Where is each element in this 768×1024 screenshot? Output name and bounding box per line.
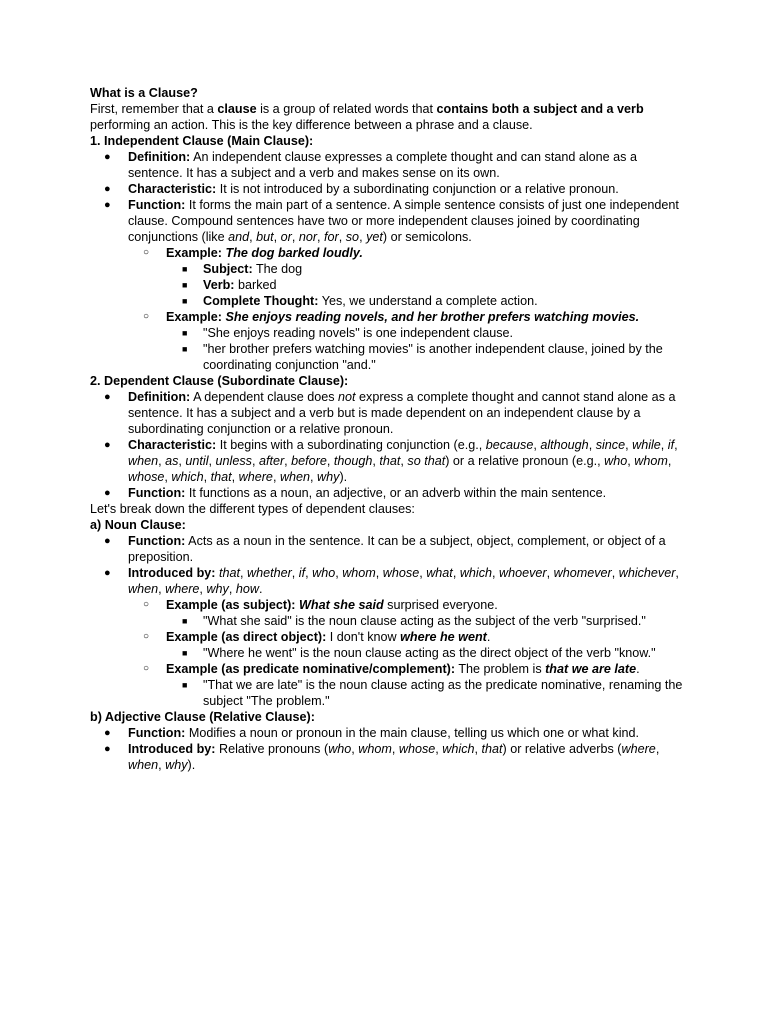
sub-item bbox=[90, 341, 690, 373]
example-item bbox=[90, 597, 690, 613]
text-run: is a group of related words that bbox=[256, 102, 437, 116]
text-run: , bbox=[164, 470, 172, 484]
text-run: It is not introduced by a subordinating conjunction or a relative pronoun. bbox=[216, 182, 619, 196]
text-run: when bbox=[128, 454, 159, 468]
text-run: She enjoys reading novels, and her brother prefers watching movies. bbox=[225, 310, 640, 324]
text-run: because bbox=[485, 438, 534, 452]
text-run: , bbox=[419, 566, 427, 580]
text-run: what bbox=[426, 566, 453, 580]
example-item bbox=[90, 245, 690, 261]
text-run: , bbox=[208, 454, 216, 468]
text-run: , bbox=[400, 454, 408, 468]
noun-clause-heading: a) Noun Clause: bbox=[90, 518, 186, 532]
text-run: where bbox=[238, 470, 273, 484]
sub-item bbox=[90, 645, 690, 661]
text-run: contains both a subject and a verb bbox=[436, 102, 644, 116]
text-run: The dog bbox=[252, 262, 303, 276]
doc-title: What is a Clause? bbox=[90, 86, 198, 100]
text-run: , bbox=[251, 454, 259, 468]
text-run: , bbox=[326, 454, 334, 468]
text-run: until bbox=[185, 454, 209, 468]
text-run: where bbox=[621, 742, 656, 756]
text-run: Verb: bbox=[203, 278, 235, 292]
text-run: ) or a relative pronoun (e.g., bbox=[445, 454, 605, 468]
text-run: whomever bbox=[553, 566, 612, 580]
text-run: whoever bbox=[499, 566, 547, 580]
text-run: Function: bbox=[128, 534, 186, 548]
bullet-icon: ● bbox=[104, 487, 111, 499]
text-run: , bbox=[158, 758, 166, 772]
sub-item bbox=[90, 677, 690, 709]
text-run: Characteristic: bbox=[128, 182, 217, 196]
text-run: Introduced by: bbox=[128, 742, 216, 756]
text-run: , bbox=[667, 454, 672, 468]
example-item bbox=[90, 629, 690, 645]
text-run: Introduced by: bbox=[128, 566, 216, 580]
text-run: , bbox=[335, 566, 343, 580]
text-run: for bbox=[324, 230, 339, 244]
text-run: . bbox=[486, 630, 491, 644]
text-run: Definition: bbox=[128, 390, 191, 404]
bullet-icon: ● bbox=[104, 183, 111, 195]
list-item bbox=[90, 389, 690, 437]
square-bullet-icon: ■ bbox=[182, 616, 188, 626]
text-run: why bbox=[165, 758, 188, 772]
sub-item bbox=[90, 261, 690, 277]
circle-bullet-icon: ○ bbox=[143, 311, 150, 322]
text-run: , bbox=[199, 582, 207, 596]
text-run: whom bbox=[342, 566, 376, 580]
text-run: , bbox=[546, 566, 554, 580]
list-item bbox=[90, 725, 690, 741]
text-run: though bbox=[333, 454, 373, 468]
square-bullet-icon: ■ bbox=[182, 328, 188, 338]
text-run: , bbox=[588, 438, 596, 452]
text-run: , bbox=[317, 230, 325, 244]
text-run: whichever bbox=[618, 566, 676, 580]
text-run: It functions as a noun, an adjective, or an adverb within the main sentence. bbox=[185, 486, 607, 500]
independent-list bbox=[90, 149, 690, 373]
bullet-icon: ● bbox=[104, 727, 111, 739]
circle-bullet-icon: ○ bbox=[143, 631, 150, 642]
text-run: , bbox=[305, 566, 313, 580]
list-item bbox=[90, 437, 690, 485]
text-run: , bbox=[291, 566, 299, 580]
text-run: , bbox=[435, 742, 443, 756]
text-run: although bbox=[540, 438, 589, 452]
text-run: Example: bbox=[166, 310, 226, 324]
text-run: why bbox=[206, 582, 229, 596]
text-run: "That we are late" is the noun clause acting as the predicate nominative, renaming the subject "The problem." bbox=[203, 678, 683, 708]
text-run: It begins with a subordinating conjunction (e.g., bbox=[216, 438, 486, 452]
text-run: . bbox=[636, 662, 640, 676]
text-run: , bbox=[338, 230, 346, 244]
text-run: which bbox=[459, 566, 493, 580]
text-run: , bbox=[239, 566, 247, 580]
text-run: while bbox=[632, 438, 661, 452]
text-run: performing an action. This is the key difference between a phrase and a clause. bbox=[90, 118, 533, 132]
bullet-icon: ● bbox=[104, 743, 111, 755]
text-run: where bbox=[165, 582, 200, 596]
text-run: "Where he went" is the noun clause acting as the direct object of the verb "know." bbox=[203, 646, 656, 660]
text-run: Characteristic: bbox=[128, 438, 217, 452]
intro-paragraph bbox=[90, 101, 690, 133]
text-run: , bbox=[203, 470, 211, 484]
noun-clause-list bbox=[90, 533, 690, 709]
text-run: whom bbox=[358, 742, 392, 756]
bullet-icon: ● bbox=[104, 439, 111, 451]
adjective-clause-heading: b) Adjective Clause (Relative Clause): bbox=[90, 710, 315, 724]
text-run: "She enjoys reading novels" is one independent clause. bbox=[203, 326, 514, 340]
sub-item bbox=[90, 293, 690, 309]
text-run: clause bbox=[217, 102, 257, 116]
text-run: , bbox=[674, 438, 678, 452]
text-run: , bbox=[660, 438, 668, 452]
bullet-icon: ● bbox=[104, 567, 111, 579]
text-run: who bbox=[328, 742, 352, 756]
text-run: The dog barked loudly. bbox=[225, 246, 363, 260]
text-run: but bbox=[256, 230, 274, 244]
bullet-icon: ● bbox=[104, 535, 111, 547]
square-bullet-icon: ■ bbox=[182, 296, 188, 306]
text-run: , bbox=[351, 742, 359, 756]
list-item bbox=[90, 197, 690, 245]
square-bullet-icon: ■ bbox=[182, 280, 188, 290]
text-run: . bbox=[258, 582, 263, 596]
text-run: Function: bbox=[128, 486, 186, 500]
text-run: , bbox=[474, 742, 482, 756]
text-run: Function: bbox=[128, 726, 186, 740]
text-run: whether bbox=[246, 566, 292, 580]
text-run: , bbox=[492, 566, 500, 580]
text-run: Modifies a noun or pronoun in the main clause, telling us which one or what kind. bbox=[185, 726, 639, 740]
text-run: if bbox=[298, 566, 306, 580]
sub-item bbox=[90, 277, 690, 293]
text-run: as bbox=[165, 454, 179, 468]
text-run: I don't know bbox=[326, 630, 401, 644]
text-run: after bbox=[258, 454, 285, 468]
text-run: Yes, we understand a complete action. bbox=[318, 294, 538, 308]
text-run: , bbox=[675, 566, 679, 580]
text-run: Acts as a noun in the sentence. It can be a subject, object, complement, or object of a preposition. bbox=[128, 534, 666, 564]
text-run: First, remember that a bbox=[90, 102, 218, 116]
list-item bbox=[90, 565, 690, 597]
text-run: , bbox=[611, 566, 619, 580]
text-run: that we are late bbox=[545, 662, 637, 676]
text-run: since bbox=[595, 438, 626, 452]
text-run: how bbox=[235, 582, 259, 596]
text-run: , bbox=[158, 582, 166, 596]
square-bullet-icon: ■ bbox=[182, 264, 188, 274]
text-run: who bbox=[312, 566, 336, 580]
text-run: whose bbox=[382, 566, 420, 580]
text-run: when bbox=[279, 470, 311, 484]
text-run: , bbox=[178, 454, 186, 468]
square-bullet-icon: ■ bbox=[182, 648, 188, 658]
text-run: , bbox=[310, 470, 318, 484]
circle-bullet-icon: ○ bbox=[143, 247, 150, 258]
dependent-heading: 2. Dependent Clause (Subordinate Clause): bbox=[90, 374, 349, 388]
text-run: before bbox=[291, 454, 327, 468]
bullet-icon: ● bbox=[104, 151, 111, 163]
text-run: , bbox=[291, 230, 299, 244]
text-run: when bbox=[128, 758, 159, 772]
list-item bbox=[90, 485, 690, 501]
text-run: It forms the main part of a sentence. A simple sentence consists of just one independent clause. Compound sentences have two or more independent clauses joined by coordinating conjunctions (like bbox=[128, 198, 679, 244]
text-run: ) or semicolons. bbox=[382, 230, 472, 244]
text-run: whose bbox=[128, 470, 165, 484]
text-run: Definition: bbox=[128, 150, 191, 164]
circle-bullet-icon: ○ bbox=[143, 599, 150, 610]
text-run: so bbox=[345, 230, 360, 244]
text-run: and bbox=[228, 230, 250, 244]
square-bullet-icon: ■ bbox=[182, 344, 188, 354]
text-run: , bbox=[273, 230, 281, 244]
text-run: What she said bbox=[298, 598, 384, 612]
text-run: Example (as direct object): bbox=[166, 630, 327, 644]
text-run: An independent clause expresses a complete thought and can stand alone as a sentence. It has a subject and a verb and makes sense on its own. bbox=[128, 150, 637, 180]
text-run: , bbox=[249, 230, 257, 244]
text-run: so that bbox=[407, 454, 446, 468]
text-run: yet bbox=[366, 230, 383, 244]
text-run: if bbox=[667, 438, 675, 452]
text-run: "her brother prefers watching movies" is another independent clause, joined by the coordinating conjunction "and." bbox=[203, 342, 663, 372]
text-run: , bbox=[228, 582, 236, 596]
text-run: whom bbox=[634, 454, 668, 468]
list-item bbox=[90, 741, 690, 773]
text-run: Subject: bbox=[203, 262, 253, 276]
text-run: ) or relative adverbs ( bbox=[502, 742, 622, 756]
text-run: ). bbox=[187, 758, 196, 772]
text-run: , bbox=[391, 742, 399, 756]
document-page bbox=[90, 85, 690, 773]
text-run: The problem is bbox=[455, 662, 546, 676]
text-run: barked bbox=[234, 278, 277, 292]
text-run: surprised everyone. bbox=[383, 598, 498, 612]
list-item bbox=[90, 181, 690, 197]
text-run: nor bbox=[298, 230, 318, 244]
example-item bbox=[90, 661, 690, 677]
text-run: , bbox=[627, 454, 635, 468]
example-item bbox=[90, 309, 690, 325]
text-run: Function: bbox=[128, 198, 186, 212]
breakdown-text: Let's break down the different types of dependent clauses: bbox=[90, 502, 415, 516]
adjective-clause-list bbox=[90, 725, 690, 773]
text-run: Example (as subject): bbox=[166, 598, 299, 612]
text-run: that bbox=[379, 454, 401, 468]
text-run: , bbox=[625, 438, 633, 452]
text-run: which bbox=[442, 742, 475, 756]
text-run: not bbox=[338, 390, 356, 404]
circle-bullet-icon: ○ bbox=[143, 663, 150, 674]
text-run: , bbox=[655, 742, 660, 756]
text-run: that bbox=[481, 742, 503, 756]
text-run: that bbox=[210, 470, 232, 484]
text-run: whose bbox=[398, 742, 436, 756]
text-run: or bbox=[280, 230, 292, 244]
text-run: who bbox=[604, 454, 628, 468]
list-item bbox=[90, 533, 690, 565]
text-run: Complete Thought: bbox=[203, 294, 319, 308]
text-run: Example (as predicate nominative/complement): bbox=[166, 662, 456, 676]
text-run: unless bbox=[215, 454, 252, 468]
text-run: why bbox=[317, 470, 340, 484]
text-run: , bbox=[272, 470, 280, 484]
text-run: , bbox=[359, 230, 367, 244]
text-run: Example: bbox=[166, 246, 226, 260]
square-bullet-icon: ■ bbox=[182, 680, 188, 690]
text-run: , bbox=[452, 566, 460, 580]
text-run: , bbox=[158, 454, 166, 468]
text-run: that bbox=[218, 566, 240, 580]
text-run: when bbox=[128, 582, 159, 596]
sub-item bbox=[90, 613, 690, 629]
bullet-icon: ● bbox=[104, 199, 111, 211]
text-run: "What she said" is the noun clause acting as the subject of the verb "surprised." bbox=[203, 614, 646, 628]
text-run: where he went bbox=[400, 630, 487, 644]
text-run: , bbox=[375, 566, 383, 580]
text-run: , bbox=[284, 454, 292, 468]
text-run: A dependent clause does bbox=[190, 390, 339, 404]
sub-item bbox=[90, 325, 690, 341]
dependent-list bbox=[90, 389, 690, 501]
bullet-icon: ● bbox=[104, 391, 111, 403]
text-run: express a complete thought and cannot stand alone as a sentence. It has a subject and a verb but is made dependent on an independent clause by a subordinating conjunction or a relative pronoun. bbox=[128, 390, 676, 436]
independent-heading: 1. Independent Clause (Main Clause): bbox=[90, 134, 314, 148]
text-run: , bbox=[231, 470, 239, 484]
text-run: Relative pronouns ( bbox=[215, 742, 329, 756]
text-run: , bbox=[533, 438, 541, 452]
list-item bbox=[90, 149, 690, 181]
text-run: ). bbox=[339, 470, 348, 484]
text-run: which bbox=[171, 470, 204, 484]
text-run: , bbox=[372, 454, 380, 468]
